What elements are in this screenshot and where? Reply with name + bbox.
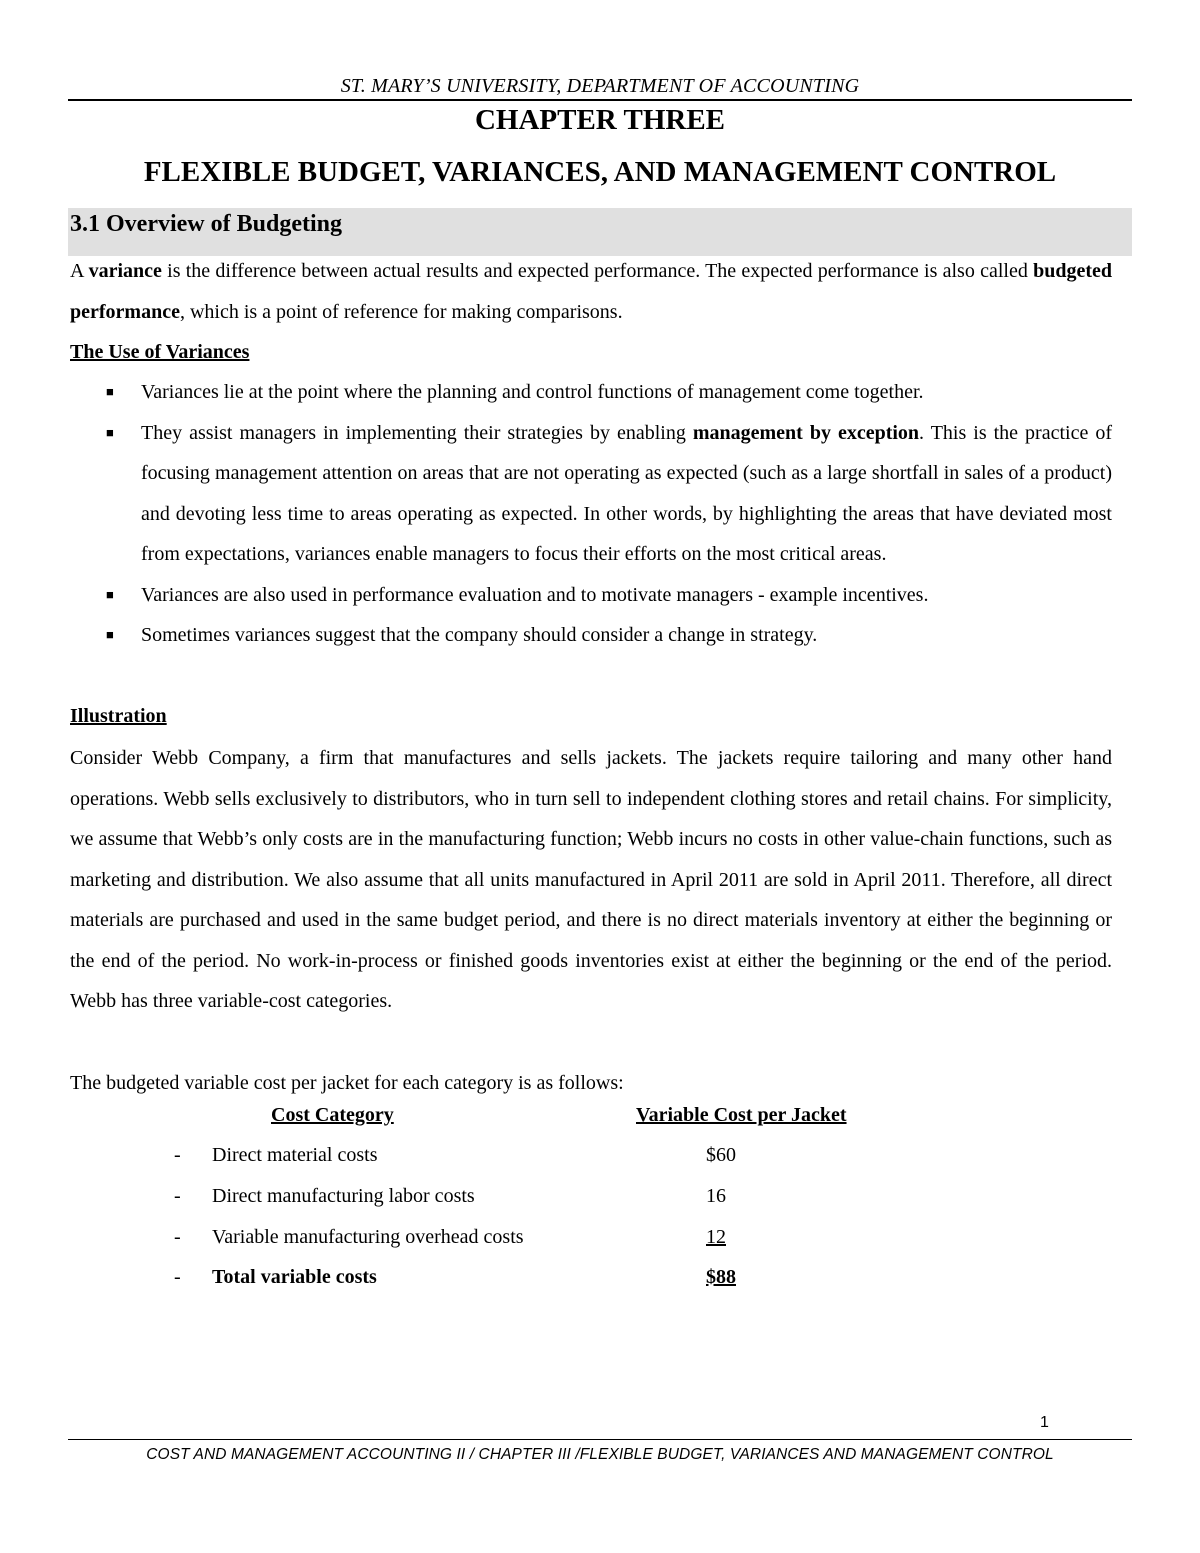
row-value: 12	[706, 1226, 726, 1248]
chapter-title: CHAPTER THREE	[474, 104, 726, 136]
list-item	[70, 413, 1112, 575]
running-footer: COST AND MANAGEMENT ACCOUNTING II / CHAPTER III /FLEXIBLE BUDGET, VARIANCES AND MANAGEMENT CONTROL	[146, 1446, 1054, 1463]
row-label: Variable manufacturing overhead costs	[212, 1226, 524, 1248]
term-variance: variance	[88, 260, 162, 282]
list-item	[70, 575, 1112, 616]
list-item	[70, 372, 1112, 413]
bullet-icon: ■	[106, 586, 114, 602]
column-header-cost-category: Cost Category	[271, 1104, 394, 1126]
table-total-row	[70, 1266, 1112, 1306]
bullet-icon: ■	[106, 384, 114, 399]
header-rule	[68, 99, 1132, 101]
term-budgeted-performance: budgeted performance	[70, 260, 1112, 323]
bullet-icon: ■	[106, 627, 114, 642]
page-number: 1	[1040, 1414, 1049, 1431]
row-dash: -	[174, 1144, 181, 1166]
row-value: $60	[706, 1144, 736, 1166]
total-value: $88	[706, 1266, 736, 1288]
use-of-variances-heading: The Use of Variances	[70, 341, 250, 363]
table-row	[70, 1144, 1112, 1184]
row-value: 16	[706, 1185, 726, 1207]
list-item-text: . This is the practice of focusing management attention on areas that are not operating as expected (such as a large shortfall in sales of a product) and devoting less time to areas operating as expected. In other words, by highlighting the areas that have deviated most from expectations, variances enable managers to focus their efforts on the most critical areas.	[141, 421, 1112, 565]
row-label: Direct material costs	[212, 1144, 378, 1166]
running-header: ST. MARY’S UNIVERSITY, DEPARTMENT OF ACCOUNTING	[340, 75, 860, 97]
intro-paragraph	[70, 251, 1112, 332]
illustration-lead-in: The budgeted variable cost per jacket for each category is as follows:	[70, 1072, 624, 1094]
list-item-text: Variances are also used in performance evaluation and to motivate managers - example incentives.	[141, 583, 929, 606]
footer-rule	[68, 1439, 1132, 1440]
table-row	[70, 1185, 1112, 1225]
use-of-variances-list	[70, 372, 1112, 656]
column-header-variable-cost: Variable Cost per Jacket	[636, 1104, 847, 1126]
chapter-subtitle: FLEXIBLE BUDGET, VARIANCES, AND MANAGEMENT CONTROL	[143, 156, 1057, 188]
illustration-paragraph: Consider Webb Company, a firm that manufactures and sells jackets. The jackets require tailoring and many other hand operations. Webb sells exclusively to distributors, who in turn sell to independent clothing stores and retail chains. For simplicity, we assume that Webb’s only costs are in the manufacturing function; Webb incurs no costs in other value-chain functions, such as marketing and distribution. We also assume that all units manufactured in April 2011 are sold in April 2011. Therefore, all direct materials are purchased and used in the same budget period, and there is no direct materials inventory at either the beginning or the end of the period. No work-in-process or finished goods inventories exist at either the beginning or the end of the period. Webb has three variable-cost categories.	[70, 747, 1112, 1012]
list-item	[70, 615, 1112, 656]
term-management-by-exception: management by exception	[692, 421, 920, 444]
list-item-text: Sometimes variances suggest that the company should consider a change in strategy.	[141, 624, 818, 646]
section-title: 3.1 Overview of Budgeting	[70, 211, 342, 237]
intro-text: is the difference between actual results and expected performance. The expected performance is also called	[161, 260, 1034, 282]
table-row	[70, 1226, 1112, 1266]
row-dash: -	[174, 1226, 181, 1248]
illustration-heading: Illustration	[70, 705, 167, 727]
row-dash: -	[174, 1266, 181, 1288]
list-item-text: Variances lie at the point where the planning and control functions of management come together.	[141, 381, 924, 403]
intro-text: A	[70, 260, 89, 282]
total-label: Total variable costs	[212, 1266, 377, 1288]
row-label: Direct manufacturing labor costs	[212, 1185, 475, 1207]
intro-text: , which is a point of reference for making comparisons.	[179, 300, 623, 323]
row-dash: -	[174, 1185, 181, 1207]
bullet-icon: ■	[106, 424, 114, 440]
list-item-text: They assist managers in implementing their strategies by enabling	[141, 421, 693, 444]
